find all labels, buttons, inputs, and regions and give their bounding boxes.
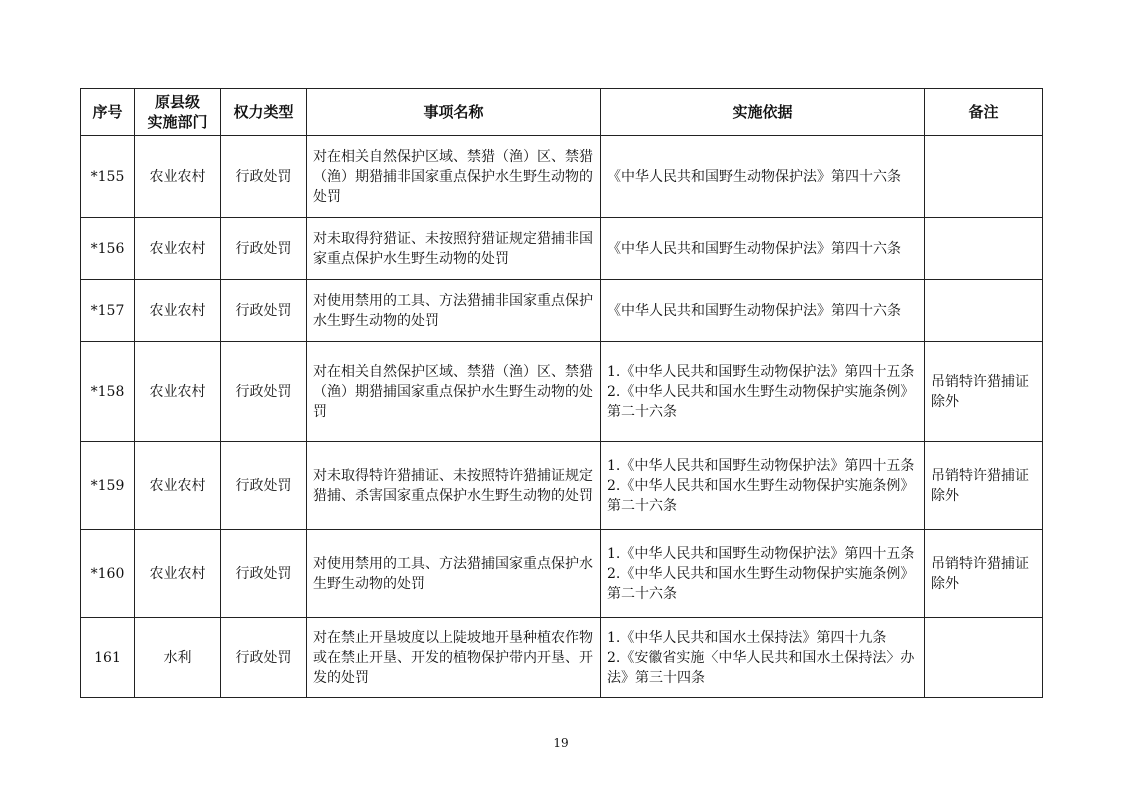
cell-dept: 农业农村 bbox=[135, 218, 221, 280]
basis-line: 1.《中华人民共和国水土保持法》第四十九条 bbox=[607, 629, 887, 646]
cell-seq: 161 bbox=[81, 618, 135, 698]
cell-dept: 农业农村 bbox=[135, 442, 221, 530]
cell-note: 吊销特许猎捕证除外 bbox=[925, 442, 1043, 530]
header-basis: 实施依据 bbox=[601, 89, 925, 136]
cell-seq: *158 bbox=[81, 342, 135, 442]
header-note: 备注 bbox=[925, 89, 1043, 136]
cell-dept: 农业农村 bbox=[135, 280, 221, 342]
cell-item: 对使用禁用的工具、方法猎捕国家重点保护水生野生动物的处罚 bbox=[307, 530, 601, 618]
cell-note: 吊销特许猎捕证除外 bbox=[925, 342, 1043, 442]
basis-line: 《中华人民共和国野生动物保护法》第四十六条 bbox=[607, 302, 901, 319]
cell-type: 行政处罚 bbox=[221, 218, 307, 280]
table-row bbox=[81, 218, 1043, 280]
basis-line: 2.《中华人民共和国水生野生动物保护实施条例》第二十六条 bbox=[607, 383, 915, 420]
table-row bbox=[81, 442, 1043, 530]
table-row bbox=[81, 280, 1043, 342]
cell-type: 行政处罚 bbox=[221, 530, 307, 618]
basis-line: 2.《安徽省实施〈中华人民共和国水土保持法〉办法》第三十四条 bbox=[607, 649, 915, 686]
page-number: 19 bbox=[553, 736, 569, 750]
cell-basis bbox=[601, 530, 925, 618]
basis-line: 1.《中华人民共和国野生动物保护法》第四十五条 bbox=[607, 457, 915, 474]
cell-item: 对在相关自然保护区域、禁猎（渔）区、禁猎（渔）期猎捕国家重点保护水生野生动物的处罚 bbox=[307, 342, 601, 442]
cell-note bbox=[925, 618, 1043, 698]
cell-seq: *160 bbox=[81, 530, 135, 618]
header-seq: 序号 bbox=[81, 89, 135, 136]
cell-basis bbox=[601, 442, 925, 530]
table-row bbox=[81, 136, 1043, 218]
cell-seq: *155 bbox=[81, 136, 135, 218]
table-header-row bbox=[81, 89, 1043, 136]
basis-line: 《中华人民共和国野生动物保护法》第四十六条 bbox=[607, 168, 901, 185]
cell-dept: 水利 bbox=[135, 618, 221, 698]
header-dept-line2: 实施部门 bbox=[147, 113, 208, 131]
table-row bbox=[81, 618, 1043, 698]
basis-line: 《中华人民共和国野生动物保护法》第四十六条 bbox=[607, 240, 901, 257]
cell-seq: *159 bbox=[81, 442, 135, 530]
cell-note: 吊销特许猎捕证除外 bbox=[925, 530, 1043, 618]
basis-line: 1.《中华人民共和国野生动物保护法》第四十五条 bbox=[607, 363, 915, 380]
basis-line: 1.《中华人民共和国野生动物保护法》第四十五条 bbox=[607, 545, 915, 562]
cell-basis bbox=[601, 280, 925, 342]
cell-seq: *157 bbox=[81, 280, 135, 342]
cell-basis bbox=[601, 342, 925, 442]
cell-item: 对在禁止开垦坡度以上陡坡地开垦种植农作物或在禁止开垦、开发的植物保护带内开垦、开发的处罚 bbox=[307, 618, 601, 698]
cell-dept: 农业农村 bbox=[135, 342, 221, 442]
cell-item: 对未取得特许猎捕证、未按照特许猎捕证规定猎捕、杀害国家重点保护水生野生动物的处罚 bbox=[307, 442, 601, 530]
permission-table bbox=[80, 88, 1043, 698]
cell-type: 行政处罚 bbox=[221, 442, 307, 530]
header-item: 事项名称 bbox=[307, 89, 601, 136]
cell-dept: 农业农村 bbox=[135, 530, 221, 618]
cell-item: 对使用禁用的工具、方法猎捕非国家重点保护水生野生动物的处罚 bbox=[307, 280, 601, 342]
cell-type: 行政处罚 bbox=[221, 280, 307, 342]
table-row bbox=[81, 342, 1043, 442]
basis-line: 2.《中华人民共和国水生野生动物保护实施条例》第二十六条 bbox=[607, 477, 915, 514]
basis-line: 2.《中华人民共和国水生野生动物保护实施条例》第二十六条 bbox=[607, 565, 915, 602]
header-dept bbox=[135, 89, 221, 136]
cell-note bbox=[925, 218, 1043, 280]
cell-type: 行政处罚 bbox=[221, 342, 307, 442]
cell-note bbox=[925, 136, 1043, 218]
cell-basis bbox=[601, 136, 925, 218]
cell-seq: *156 bbox=[81, 218, 135, 280]
cell-type: 行政处罚 bbox=[221, 136, 307, 218]
header-type: 权力类型 bbox=[221, 89, 307, 136]
cell-item: 对未取得狩猎证、未按照狩猎证规定猎捕非国家重点保护水生野生动物的处罚 bbox=[307, 218, 601, 280]
cell-item: 对在相关自然保护区域、禁猎（渔）区、禁猎（渔）期猎捕非国家重点保护水生野生动物的处罚 bbox=[307, 136, 601, 218]
cell-basis bbox=[601, 618, 925, 698]
header-dept-line1: 原县级 bbox=[154, 93, 200, 111]
cell-basis bbox=[601, 218, 925, 280]
cell-type: 行政处罚 bbox=[221, 618, 307, 698]
cell-note bbox=[925, 280, 1043, 342]
cell-dept: 农业农村 bbox=[135, 136, 221, 218]
table-row bbox=[81, 530, 1043, 618]
